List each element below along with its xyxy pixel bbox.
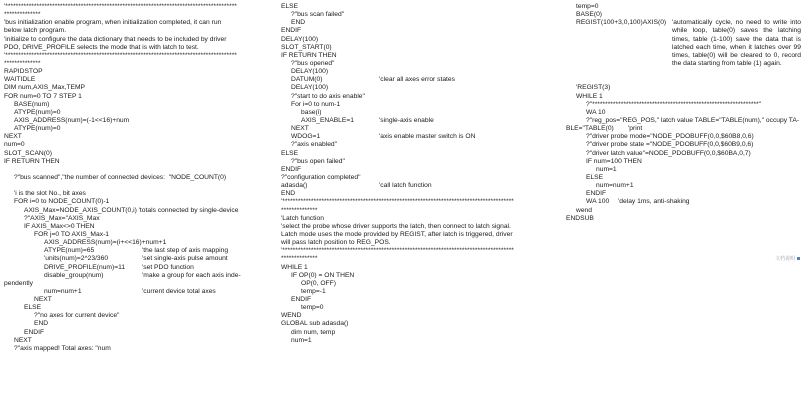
code-text: DATUM(0)	[291, 76, 323, 84]
code-text: IF RETURN THEN	[281, 51, 337, 59]
code-line	[281, 101, 541, 109]
code-comment: 'print	[628, 125, 643, 133]
code-text: For i=0 to num-1	[291, 100, 341, 108]
code-text: ?"start to do axis enable"	[291, 92, 365, 100]
code-text: ?"driver latch value"=NODE_PDOBUFF(0,0,$60BA,0,7)	[586, 149, 751, 157]
code-text: AXIS_ADDRESS(num)=(i+<<16)+num+1	[44, 239, 167, 247]
code-line	[566, 166, 801, 174]
code-line	[4, 215, 266, 223]
code-text: '*****************************************************************************************	[281, 247, 514, 255]
code-line	[566, 117, 801, 125]
code-line	[281, 117, 541, 125]
watermark-text: 文档说明	[774, 256, 795, 262]
code-line	[4, 11, 266, 19]
code-line	[4, 174, 266, 182]
code-text: temp=0	[301, 304, 324, 312]
watermark-square-icon	[797, 257, 800, 260]
code-line	[566, 125, 801, 133]
code-text: WA 10	[586, 108, 606, 116]
code-text: FOR num=0 TO 7 STEP 1	[4, 92, 82, 100]
code-line	[4, 141, 266, 149]
code-line	[566, 11, 801, 19]
code-text: WHILE 1	[281, 263, 308, 271]
code-line	[566, 19, 801, 68]
code-line	[281, 207, 541, 215]
code-line	[281, 239, 541, 247]
code-line	[566, 215, 801, 223]
code-line	[281, 11, 541, 19]
code-line	[281, 150, 541, 158]
code-text: SLOT_START(0)	[281, 43, 332, 51]
code-line	[4, 223, 266, 231]
document-watermark	[775, 255, 800, 262]
code-text: WAITIDLE	[4, 76, 36, 84]
code-text: num=0	[4, 141, 25, 149]
code-line	[4, 125, 266, 133]
code-line	[4, 247, 266, 255]
code-text: disable_group(num)	[44, 271, 104, 279]
code-text: pendently	[4, 279, 34, 287]
code-line	[4, 36, 266, 44]
code-text: OP(0, OFF)	[301, 279, 336, 287]
code-line	[281, 76, 541, 84]
code-line	[281, 19, 541, 27]
code-text: ATYPE(num)=65	[44, 247, 95, 255]
code-line	[566, 109, 801, 117]
code-text: DELAY(100)	[281, 35, 319, 43]
code-text: ELSE	[586, 173, 604, 181]
code-text: num=1	[291, 336, 312, 344]
code-text: AXIS_ADDRESS(num)=(-1<<16)+num	[14, 116, 130, 124]
code-line	[566, 174, 801, 182]
code-text: ?"axis enabled"	[291, 141, 338, 149]
code-comment: 'set PDO function	[142, 263, 194, 271]
code-text: '*****************************************************************************************	[281, 198, 514, 206]
code-line	[281, 133, 541, 141]
code-text: ?"bus scanned","the number of connected devices: "NODE_COUNT(0)	[14, 173, 227, 181]
code-text: temp=-1	[301, 287, 326, 295]
code-text: NEXT	[14, 336, 32, 344]
code-line	[4, 166, 266, 174]
code-line	[4, 84, 266, 92]
code-text: IF OP(0) = ON THEN	[291, 271, 355, 279]
code-text: 'bus initialization enable program, when initialization completed, it can run	[4, 19, 222, 27]
code-line	[281, 215, 541, 223]
code-text: WHILE 1	[576, 92, 603, 100]
code-line	[281, 247, 541, 255]
code-comment: 'current device total axes	[142, 287, 216, 295]
code-line	[4, 329, 266, 337]
code-text: '*****************************************************************************************	[4, 3, 237, 10]
code-line	[281, 329, 541, 337]
code-text: WDOG=1	[291, 133, 321, 141]
code-line	[281, 3, 541, 11]
code-line	[4, 320, 266, 328]
code-text: **************	[4, 11, 41, 19]
code-text: ATYPE(num)=0	[14, 108, 61, 116]
code-line	[281, 93, 541, 101]
code-line	[281, 141, 541, 149]
code-text: ENDIF	[281, 165, 302, 173]
code-text: WA 100	[586, 198, 610, 206]
code-line	[4, 27, 266, 35]
code-line	[4, 264, 266, 272]
code-line	[4, 93, 266, 101]
code-comment: 'call latch function	[379, 182, 432, 190]
code-text: NEXT	[34, 296, 52, 304]
code-text: **************	[4, 59, 41, 67]
code-text: NEXT	[291, 125, 309, 133]
code-line	[566, 36, 801, 44]
code-text: wend	[576, 206, 592, 214]
code-line	[4, 158, 266, 166]
code-line	[281, 190, 541, 198]
code-line	[566, 60, 801, 68]
code-line	[4, 337, 266, 345]
code-line	[566, 207, 801, 215]
code-line	[566, 133, 801, 141]
code-line	[281, 27, 541, 35]
code-line	[281, 198, 541, 206]
code-text: BASE(num)	[14, 100, 50, 108]
code-text: 'select the probe whose driver supports the latch, then connect to latch signal.	[281, 222, 511, 230]
code-text: AXIS_Max=NODE_AXIS_COUNT(0,i) 'totals connected by single-device	[24, 206, 239, 214]
code-text: will pass latch position to REG_POS.	[281, 239, 391, 247]
code-line	[281, 158, 541, 166]
code-text: 'initialize to configure the data dictionary that needs to be included by driver	[4, 35, 227, 43]
code-text: REGIST(100+3,0,100)AXIS(0)	[576, 19, 667, 27]
regist-comment: 'automatically cycle, no need to write into while loop, table(0) saves the latching times, table (1-100) save the data that is latched each time, when it latches over 99 times, table(0) will be cleared to 0, record the data starting from table (1) again.	[672, 19, 801, 68]
code-line	[4, 345, 266, 353]
code-line	[281, 255, 541, 263]
code-line	[566, 76, 801, 84]
code-line	[281, 223, 541, 231]
code-line	[566, 198, 801, 206]
code-line	[281, 52, 541, 60]
code-line	[4, 198, 266, 206]
code-line	[281, 337, 541, 345]
code-line	[281, 296, 541, 304]
code-line	[281, 288, 541, 296]
code-line	[4, 304, 266, 312]
code-column-2	[281, 3, 541, 345]
code-text: WEND	[281, 312, 302, 320]
code-line	[4, 101, 266, 109]
code-text: Latch mode uses the mode provided by REGIST, after latch is triggered, driver	[281, 230, 513, 238]
code-comment: 'the last step of axis mapping	[142, 247, 229, 255]
code-line	[281, 44, 541, 52]
code-line	[566, 158, 801, 166]
code-line	[281, 280, 541, 288]
code-text: '*****************************************************************************************	[4, 51, 237, 59]
code-text: num=num+1	[44, 287, 82, 295]
code-text: FOR j=0 TO AXIS_Max-1	[34, 230, 110, 238]
code-line	[281, 68, 541, 76]
code-text: ENDIF	[281, 27, 302, 35]
code-text: DIM num,AXIS_Max,TEMP	[4, 84, 86, 92]
code-text: ?"no axes for current device"	[34, 312, 120, 320]
code-line	[281, 166, 541, 174]
code-text: GLOBAL sub adasda()	[281, 320, 349, 328]
code-text: AXIS_ENABLE=1	[301, 116, 354, 124]
code-text: ?"reg_pos="REG_POS," latch value TABLE="TABLE(num)," occupy TA-	[586, 116, 800, 124]
code-text: 'units(num)=2^23/360	[44, 255, 109, 263]
code-line	[281, 174, 541, 182]
code-text: below latch program.	[4, 27, 67, 35]
code-comment: 'make a group for each axis inde-	[142, 271, 241, 279]
code-line	[566, 84, 801, 92]
code-line	[566, 52, 801, 60]
code-text: DRIVE_PROFILE(num)=11	[44, 263, 126, 271]
code-text: ?"driver probe mode="NODE_PDOBUFF(0,0,$60B8,0,6)	[586, 133, 754, 141]
code-line	[566, 3, 801, 11]
code-text: ?"bus scan failed"	[291, 11, 345, 19]
code-text: ?"****************************************************************"	[586, 100, 762, 108]
code-line	[566, 182, 801, 190]
code-comment: 'axis enable master switch is ON	[379, 133, 476, 141]
code-text: FOR i=0 to NODE_COUNT(0)-1	[14, 198, 110, 206]
code-line	[4, 207, 266, 215]
code-text: DELAY(100)	[291, 84, 329, 92]
code-text: ?"driver probe state ="NODE_PDOBUFF(0,0,$60B9,0,6)	[586, 141, 754, 149]
code-line	[4, 19, 266, 27]
code-line	[281, 36, 541, 44]
code-line	[4, 52, 266, 60]
code-text: END	[291, 19, 306, 27]
code-text: SLOT_SCAN(0)	[4, 149, 52, 157]
code-text: ELSE	[24, 304, 42, 312]
code-comment: 'set single-axis pulse amount	[142, 255, 228, 263]
code-text: 'i is the slot No., bit axes	[14, 190, 86, 198]
code-line	[281, 272, 541, 280]
code-text: ?"AXIS_Max="AXIS_Max	[24, 214, 100, 222]
code-text: ?"bus opened"	[291, 59, 335, 67]
code-line	[4, 255, 266, 263]
code-line	[4, 312, 266, 320]
code-line	[4, 60, 266, 68]
code-line	[281, 84, 541, 92]
code-text: IF AXIS_Max<>0 THEN	[24, 222, 95, 230]
code-line	[4, 117, 266, 125]
code-text: BASE(0)	[576, 11, 603, 19]
code-line	[4, 280, 266, 288]
code-text: ?"bus open failed"	[291, 157, 345, 165]
code-line	[566, 141, 801, 149]
code-line	[566, 27, 801, 35]
code-line	[281, 231, 541, 239]
code-text: ENDIF	[291, 296, 312, 304]
code-text: 'Latch function	[281, 214, 324, 222]
code-text: **************	[281, 255, 318, 263]
code-text: IF RETURN THEN	[4, 157, 60, 165]
code-text: BLE="TABLE(0)	[566, 125, 614, 133]
code-line	[281, 60, 541, 68]
code-line	[281, 312, 541, 320]
code-line	[281, 182, 541, 190]
code-line	[4, 296, 266, 304]
code-text: dim num, temp	[291, 328, 336, 336]
code-text: num=1	[596, 165, 617, 173]
code-text: PDO, DRIVE_PROFILE selects the mode that is with latch to test.	[4, 43, 199, 51]
code-text: ATYPE(num)=0	[14, 125, 61, 133]
code-line	[4, 182, 266, 190]
code-line	[4, 76, 266, 84]
code-column-1	[4, 3, 266, 353]
code-text: ENDIF	[586, 190, 607, 198]
code-line	[281, 109, 541, 117]
code-line	[566, 68, 801, 76]
code-line	[4, 109, 266, 117]
code-text: END	[281, 190, 296, 198]
code-text: **************	[281, 206, 318, 214]
code-text: adasda()	[281, 182, 308, 190]
code-text: DELAY(100)	[291, 68, 329, 76]
code-line	[281, 320, 541, 328]
code-text: ?"configuration completed"	[281, 173, 361, 181]
code-column-3	[566, 3, 801, 223]
code-text: ELSE	[281, 149, 299, 157]
code-comment: 'single-axis enable	[379, 116, 434, 124]
code-line	[4, 44, 266, 52]
code-line	[281, 264, 541, 272]
code-text: temp=0	[576, 3, 599, 10]
code-line	[566, 190, 801, 198]
code-line	[4, 190, 266, 198]
code-line	[4, 68, 266, 76]
code-line	[4, 3, 266, 11]
code-text: num=num+1	[596, 182, 634, 190]
code-line	[566, 93, 801, 101]
code-line	[281, 304, 541, 312]
code-comment: 'clear all axes error states	[379, 76, 455, 84]
code-line	[566, 150, 801, 158]
code-line	[566, 101, 801, 109]
code-text: ELSE	[281, 3, 299, 10]
code-line	[4, 272, 266, 280]
code-line	[4, 239, 266, 247]
code-text: ENDIF	[24, 328, 45, 336]
code-text: NEXT	[4, 133, 22, 141]
code-line	[4, 133, 266, 141]
code-comment: 'delay 1ms, anti-shaking	[618, 198, 690, 206]
code-text: IF num=100 THEN	[586, 157, 642, 165]
code-line	[4, 150, 266, 158]
code-text: RAPIDSTOP	[4, 68, 43, 76]
code-text: END	[34, 320, 49, 328]
code-text: base(i)	[301, 108, 322, 116]
code-text: ENDSUB	[566, 214, 594, 222]
code-text: 'REGIST(3)	[576, 84, 611, 92]
code-line	[4, 288, 266, 296]
code-line	[4, 231, 266, 239]
code-line	[566, 44, 801, 52]
code-text: ?"axis mapped! Total axes: "num	[14, 344, 111, 352]
code-line	[281, 125, 541, 133]
